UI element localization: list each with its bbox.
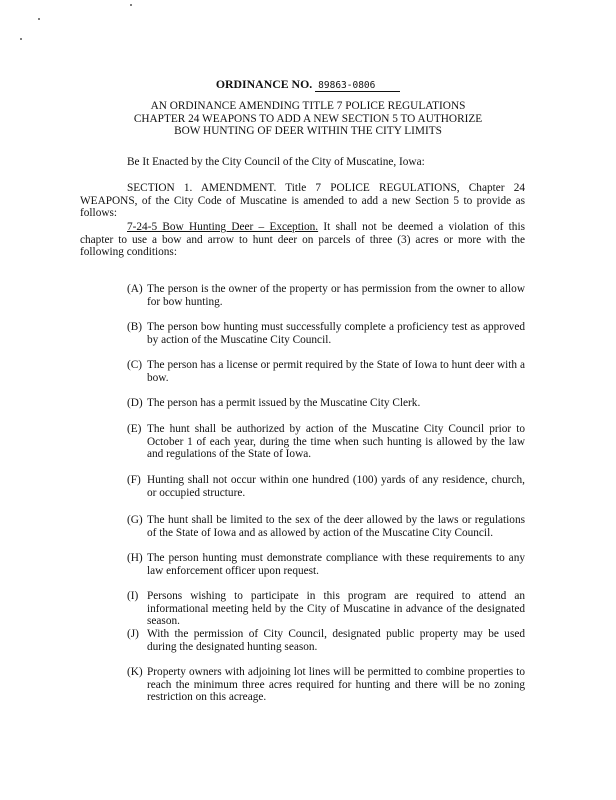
condition-text: Property owners with adjoining lot lines will be permitted to combine properties to reach the minimum three acres required for hunting and there will be no zoning restriction on this acreage. [147, 666, 525, 704]
condition-text: Hunting shall not occur within one hundred (100) yards of any residence, church, or occupied structure. [147, 474, 525, 499]
condition-text: The hunt shall be limited to the sex of the deer allowed by the laws or regulations of the State of Iowa and as allowed by action of the Muscatine City Council. [147, 514, 525, 539]
section-text: It shall not be deemed a violation of this chapter to use a bow and arrow to hunt deer on parcels of three (3) acres or more with the following conditions: [80, 221, 525, 259]
section-7-24-5 [80, 221, 525, 259]
condition-label: (H) [127, 552, 143, 564]
scan-speck [130, 4, 132, 6]
ordinance-label: ORDINANCE NO. [215, 77, 313, 91]
condition-label: (B) [127, 321, 143, 333]
condition-label: (D) [127, 397, 143, 409]
section-1-amendment: SECTION 1. AMENDMENT. Title 7 POLICE REGULATIONS, Chapter 24 WEAPONS, of the City Code of Muscatine is amended to add a new Section 5 to provide as follows: [80, 182, 525, 220]
condition-item [127, 666, 525, 704]
condition-label: (C) [127, 359, 143, 371]
condition-text: With the permission of City Council, designated public property may be used during the designated hunting season. [147, 628, 525, 653]
condition-label: (G) [127, 514, 143, 526]
condition-text: The person has a license or permit required by the State of Iowa to hunt deer with a bow. [147, 359, 525, 384]
condition-item [127, 514, 525, 539]
condition-text: Persons wishing to participate in this program are required to attend an informational meeting held by the City of Muscatine in advance of the designated season. [147, 590, 525, 628]
condition-item [127, 321, 525, 346]
condition-text: The person is the owner of the property or has permission from the owner to allow for bow hunting. [147, 283, 525, 308]
condition-label: (A) [127, 283, 143, 295]
ordinance-heading [0, 100, 616, 138]
condition-text: The hunt shall be authorized by action of the Muscatine City Council prior to October 1 of each year, during the time when such hunting is allowed by the law and regulations of the State of Iowa. [147, 423, 525, 461]
condition-item [127, 423, 525, 461]
heading-line: BOW HUNTING OF DEER WITHIN THE CITY LIMITS [174, 125, 442, 138]
scan-speck [20, 38, 22, 40]
condition-item [127, 283, 525, 308]
section-heading: 7-24-5 Bow Hunting Deer – Exception. [127, 221, 319, 233]
enacting-clause: Be It Enacted by the City Council of the City of Muscatine, Iowa: [127, 156, 425, 168]
heading-line: CHAPTER 24 WEAPONS TO ADD A NEW SECTION 5 TO AUTHORIZE [133, 112, 483, 125]
condition-text: The person bow hunting must successfully complete a proficiency test as approved by action of the Muscatine City Council. [147, 321, 525, 346]
condition-label: (F) [127, 474, 141, 486]
condition-item [127, 628, 525, 653]
condition-item [127, 397, 525, 410]
condition-text: The person hunting must demonstrate compliance with these requirements to any law enforcement officer upon request. [147, 552, 525, 577]
heading-line: AN ORDINANCE AMENDING TITLE 7 POLICE REGULATIONS [150, 100, 466, 112]
ordinance-number: 89863-0806 [315, 80, 400, 92]
condition-item [127, 552, 525, 577]
condition-label: (K) [127, 666, 143, 678]
ordinance-title [0, 78, 616, 92]
condition-item [127, 590, 525, 628]
condition-label: (E) [127, 423, 142, 435]
scan-speck [38, 18, 40, 20]
condition-label: (J) [127, 628, 139, 640]
condition-text: The person has a permit issued by the Muscatine City Clerk. [147, 397, 421, 409]
condition-label: (I) [127, 590, 139, 602]
condition-item [127, 359, 525, 384]
condition-item [127, 474, 525, 499]
